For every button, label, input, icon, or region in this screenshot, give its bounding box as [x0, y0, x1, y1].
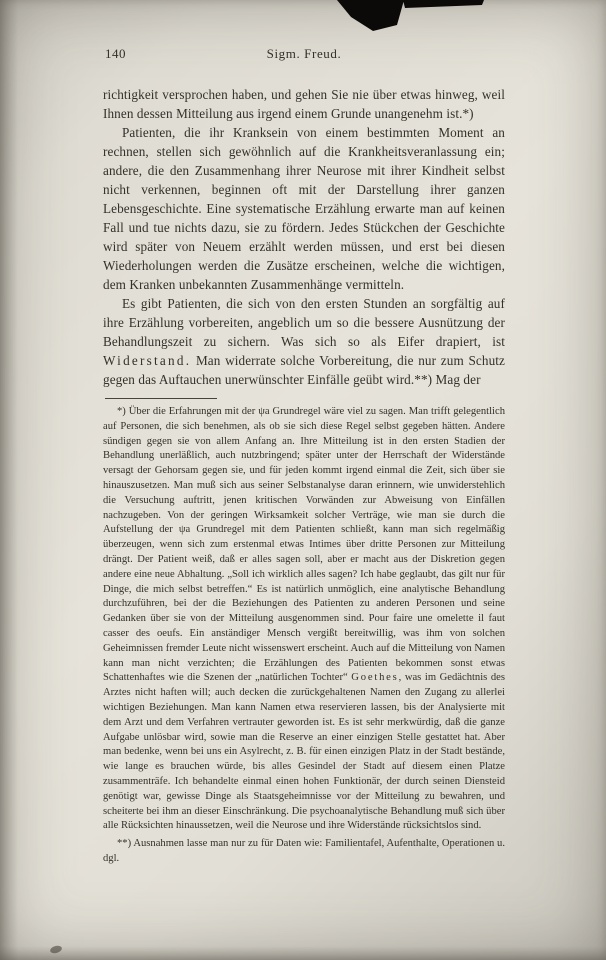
text-segment: Es gibt Patienten, die sich von den ersten Stunden an sorgfältig auf ihre Erzählung vorbereiten, angeblich um so die bessere Ausnützung der Behandlungszeit zu sichern. Was sich so als Eifer drapiert, ist — [103, 296, 505, 349]
footnote-paragraph — [103, 837, 505, 867]
text-segment: Patienten, die ihr Kranksein von einem bestimmten Moment an rechnen, stellen sich gewöhnlich auf die Krankheitsveranlassung ein; andere, die den Zusammenhang ihrer Neurose mit ihrer Kindheit selbst nicht verkennen, beginnen oft mit der Darstellung ihrer ganzen Lebensgeschichte. Eine systematische Erzählung erwarte man auf keinen Fall und tue nichts dazu, sie zu fördern. Jedes Stückchen der Geschichte wird später von Neuem erzählt werden müssen, und erst bei diesen Wiederholungen werden die Zusätze erscheinen, welche die wichtigen, dem Kranken unbekannten Zusammenhänge vermitteln. — [103, 125, 505, 292]
text-segment: Man widerrate solche Vorbereitung, die nur zum Schutz gegen das Auftauchen unerwünschter Einfälle geübt wird.**) Mag der — [103, 353, 505, 387]
page-gutter-shadow — [0, 0, 18, 960]
footnote-paragraph — [103, 405, 505, 834]
page-content — [103, 46, 505, 867]
page-header — [103, 46, 505, 64]
body-paragraph — [103, 85, 505, 123]
text-segment: **) Ausnahmen lasse man nur zu für Daten wie: Familientafel, Aufenthalte, Operationen u. dgl. — [103, 838, 505, 864]
body-text — [103, 85, 505, 389]
emphasized-text: Goethes — [351, 672, 399, 684]
text-segment: , was im Gedächtnis des Arztes nicht haften will; auch decken die zurückgehaltenen Namen den Zugang zu allerlei wichtigen Beziehungen. Man kann Namen etwa reservieren lassen, bis der Analysierte mit dem Arzt und dem Verfahren vertrauter geworden ist. Es ist sehr merkwürdig, daß die ganze Aufgabe unlösbar wird, sowie man die Reserve an einer einzigen Stelle gestattet hat. Aber man bedenke, wenn bei uns ein Asylrecht, z. B. für einen einzigen Platz in der Stadt bestände, wie lange es brauchen würde, bis alles Gesindel der Stadt auf diesem einen Platze zusammenträfe. Ich behandelte einmal einen hohen Funktionär, der durch seinen Diensteid genötigt war, gewisse Dinge als Staatsgeheimnisse vor der Mitteilung zu bewahren, und scheiterte bei ihm an dieser Einschränkung. Die psychoanalytische Behandlung muß sich über alle Rücksichten hinaussetzen, weil die Neurose und ihre Widerstände rücksichtslos sind. — [103, 672, 505, 832]
footnotes — [103, 405, 505, 867]
page-number: 140 — [105, 46, 126, 61]
footnote-separator — [105, 398, 217, 399]
body-paragraph — [103, 123, 505, 294]
body-paragraph — [103, 294, 505, 389]
emphasized-text: Widerstand. — [103, 353, 192, 368]
text-segment: richtigkeit versprochen haben, und gehen Sie nie über etwas hinweg, weil Ihnen dessen Mitteilung aus irgend einem Grunde unangenehm ist.*) — [103, 87, 505, 121]
page-edge-shadow — [0, 946, 606, 960]
scan-artifact-icon — [0, 0, 606, 42]
running-title: Sigm. Freud. — [266, 46, 342, 61]
text-segment: *) Über die Erfahrungen mit der ψa Grundregel wäre viel zu sagen. Man trifft gelegentlich auf Personen, die sich benehmen, als ob sie sich diese Regel selbst gegeben hätten. Andere sündigen gegen sie von allem Anfang an. Ihre Mitteilung ist in den ersten Stadien der Behandlung unerläßlich, auch nutzbringend; später unter der Herrschaft der Widerstände versagt der Gehorsam gegen sie, und für jeden kommt irgend einmal die Zeit, sich über sie hinauszusetzen. Man muß sich aus seiner Selbstanalyse daran erinnern, wie unwiderstehlich die Versuchung auftritt, jenen kritischen Vorwänden zur Abweisung von Einfällen nachzugeben. Von der geringen Wirksamkeit solcher Verträge, wie man sie durch die Aufstellung der ψa Grundregel mit dem Patienten schließt, kann man sich regelmäßig überzeugen, wenn sich zum erstenmal etwas Intimes über dritte Personen zur Mitteilung drängt. Der Patient weiß, daß er alles sagen soll, aber er macht aus der Diskretion gegen andere eine neue Abhaltung. „Soll ich wirklich alles sagen? Ich habe geglaubt, das gilt nur für Dinge, die mich selbst betreffen.“ Es ist natürlich unmöglich, eine analytische Behandlung durchzuführen, bei der die Beziehungen des Patienten zu anderen Personen und seine Gedanken über sie von der Mitteilung ausgenommen sind. Pour faire une omelette il faut casser des oeufs. Ein anständiger Mensch vergißt bereitwillig, was ihm von solchen Geheimnissen fremder Leute nicht wissenswert erscheint. Auch auf die Mitteilung von Namen kann man nicht verzichten; die Erzählungen des Patienten bekommen sonst etwas Schattenhaftes wie die Szenen der „natürlichen Tochter“ — [103, 406, 505, 684]
